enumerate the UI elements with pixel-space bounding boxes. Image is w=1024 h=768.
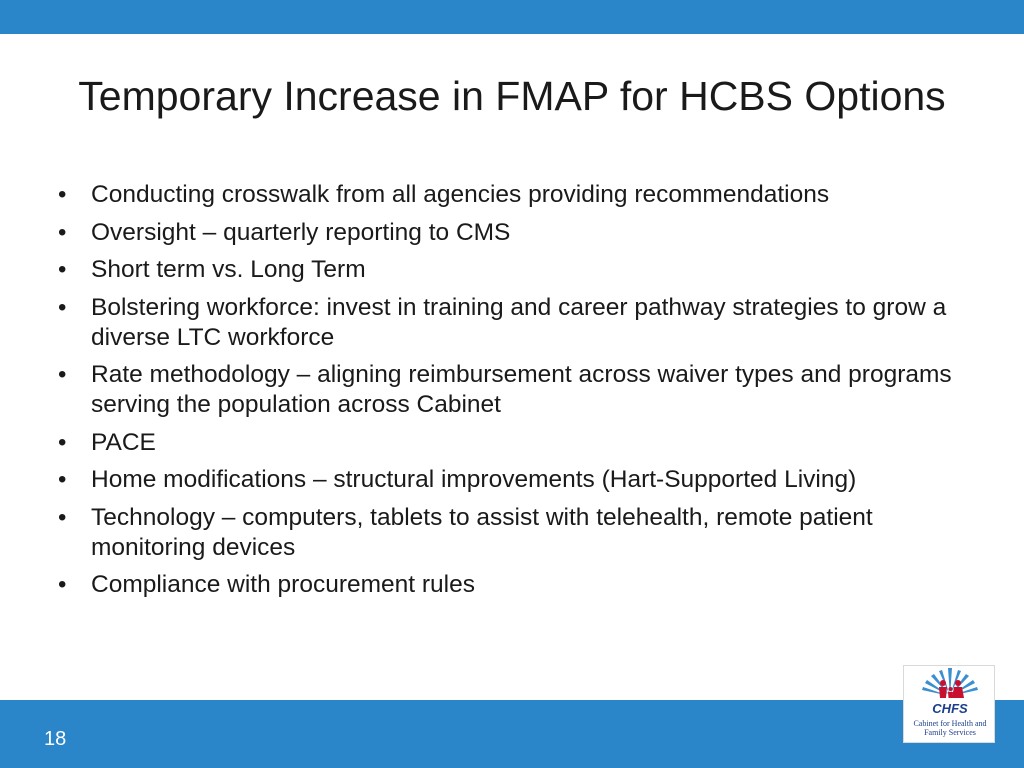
bullet-item [56, 218, 976, 248]
bullet-icon: • [58, 293, 67, 321]
slide-number: 18 [44, 728, 67, 750]
bullet-text: Short term vs. Long Term [91, 256, 366, 283]
logo-tagline: Family Services [924, 728, 976, 737]
bullet-item [56, 428, 976, 458]
bullet-list [56, 180, 976, 608]
bullet-icon: • [58, 256, 67, 283]
bullet-icon: • [58, 218, 67, 246]
bullet-icon: • [58, 361, 67, 388]
family-figures [939, 680, 964, 698]
bullet-item [56, 360, 976, 420]
bullet-item [56, 570, 976, 600]
bullet-text: Home modifications – structural improvements (Hart-Supported Living) [91, 466, 857, 493]
bullet-text: Rate methodology – aligning reimbursement across waiver types and programs serving the population across Cabinet [91, 361, 952, 418]
bullet-text: PACE [91, 428, 156, 456]
chfs-emblem-icon [904, 666, 996, 706]
slide-title: Temporary Increase in FMAP for HCBS Options [78, 73, 946, 119]
bullet-item [56, 293, 976, 353]
chfs-logo [903, 665, 995, 743]
bullet-item [56, 465, 976, 495]
sunburst-rays [922, 668, 978, 696]
bullet-item [56, 255, 976, 285]
bullet-text: Oversight – quarterly reporting to CMS [91, 218, 511, 246]
bullet-icon: • [58, 466, 67, 493]
footer-bar [0, 700, 1024, 768]
bullet-text: Technology – computers, tablets to assist with telehealth, remote patient monitoring devices [91, 503, 873, 561]
bullet-icon: • [58, 428, 67, 456]
header-bar [0, 0, 1024, 34]
bullet-icon: • [58, 503, 67, 531]
bullet-item [56, 503, 976, 563]
logo-name: CHFS [932, 701, 968, 716]
bullet-text: Conducting crosswalk from all agencies providing recommendations [91, 181, 830, 208]
bullet-item [56, 180, 976, 210]
bullet-icon: • [58, 571, 67, 598]
bullet-icon: • [58, 181, 67, 208]
bullet-text: Compliance with procurement rules [91, 571, 475, 598]
logo-tagline: Cabinet for Health and [913, 719, 987, 728]
bullet-text: Bolstering workforce: invest in training and career pathway strategies to grow a diverse LTC workforce [91, 293, 947, 351]
